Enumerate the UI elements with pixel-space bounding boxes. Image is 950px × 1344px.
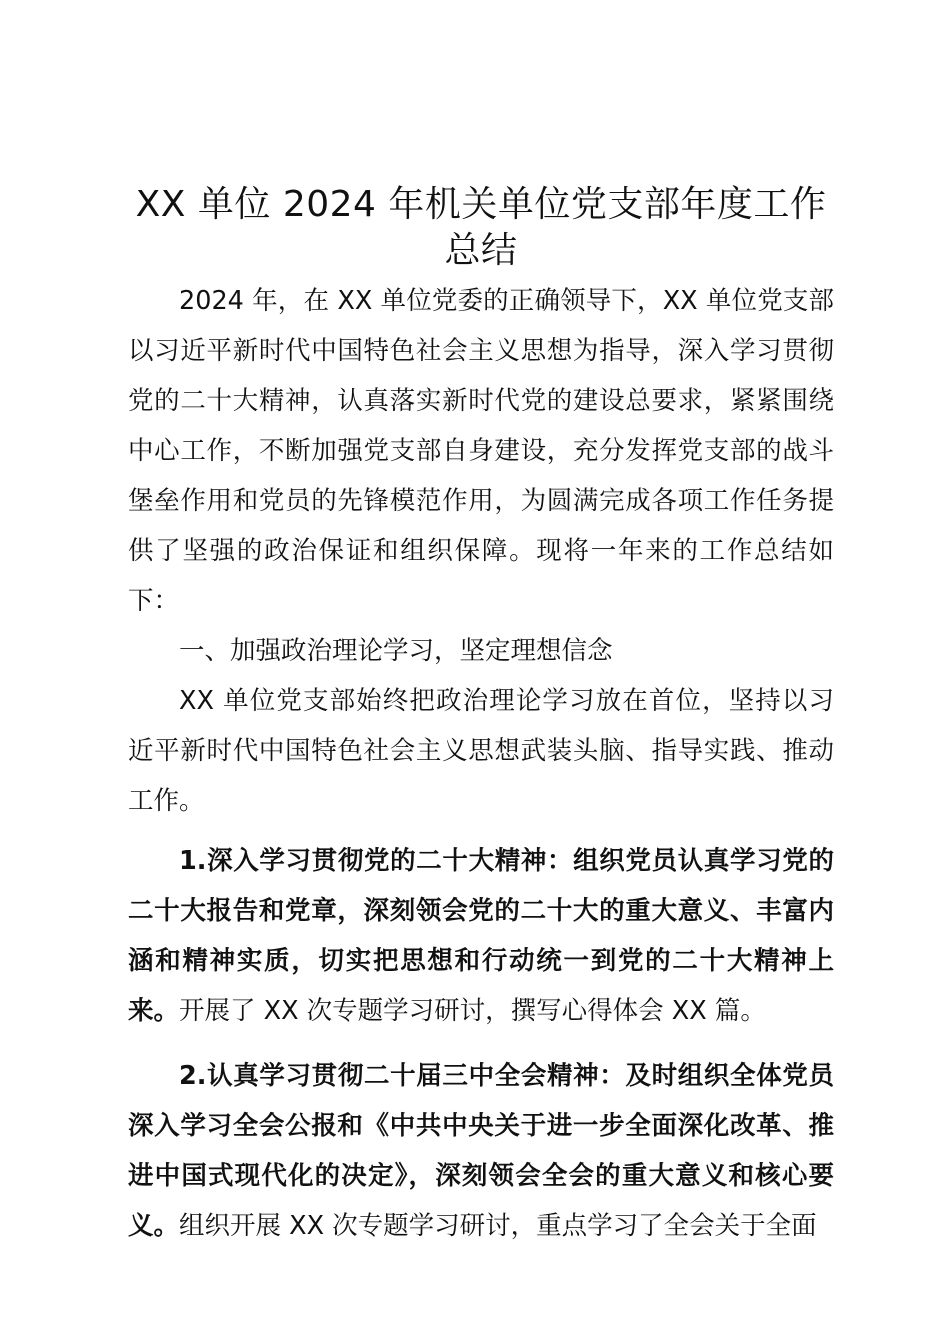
item-1-bold-text: 1.深入学习贯彻党的二十大精神：组织党员认真学习党的二十大报告和党章，深刻领会党的二十大的重大意义、丰富内涵和精神实质，切实把思想和行动统一到党的二十大精神上来。 [128,846,834,1026]
section-paragraph: XX 单位党支部始终把政治理论学习放在首位，坚持以习近平新时代中国特色社会主义思想武装头脑、指导实践、推动工作。 [128,686,834,816]
document-page [128,182,834,1251]
intro-paragraph: 2024 年，在 XX 单位党委的正确领导下，XX 单位党支部以习近平新时代中国特色社会主义思想为指导，深入学习贯彻党的二十大精神，认真落实新时代党的建设总要求，紧紧围绕中心工作，不断加强党支部自身建设，充分发挥党支部的战斗堡垒作用和党员的先锋模范作用，为圆满完成各项工作任务提供了坚强的政治保证和组织保障。现将一年来的工作总结如下： [128,286,834,616]
document-title: XX 单位 2024 年机关单位党支部年度工作总结 [135,184,827,271]
item-2-bold-text: 2.认真学习贯彻二十届三中全会精神：及时组织全体党员深入学习全会公报和《中共中央关于进一步全面深化改革、推进中国式现代化的决定》，深刻领会全会的重大意义和核心要义。 [128,1061,834,1241]
item-1-normal-text: 开展了 XX 次专题学习研讨，撰写心得体会 XX 篇。 [179,996,766,1026]
section-heading: 一、加强政治理论学习，坚定理想信念 [179,636,613,666]
numbered-item-2 [128,1051,834,1251]
numbered-item-1 [128,836,834,1036]
item-2-normal-text: 组织开展 XX 次专题学习研讨，重点学习了全会关于全面 [179,1211,817,1241]
